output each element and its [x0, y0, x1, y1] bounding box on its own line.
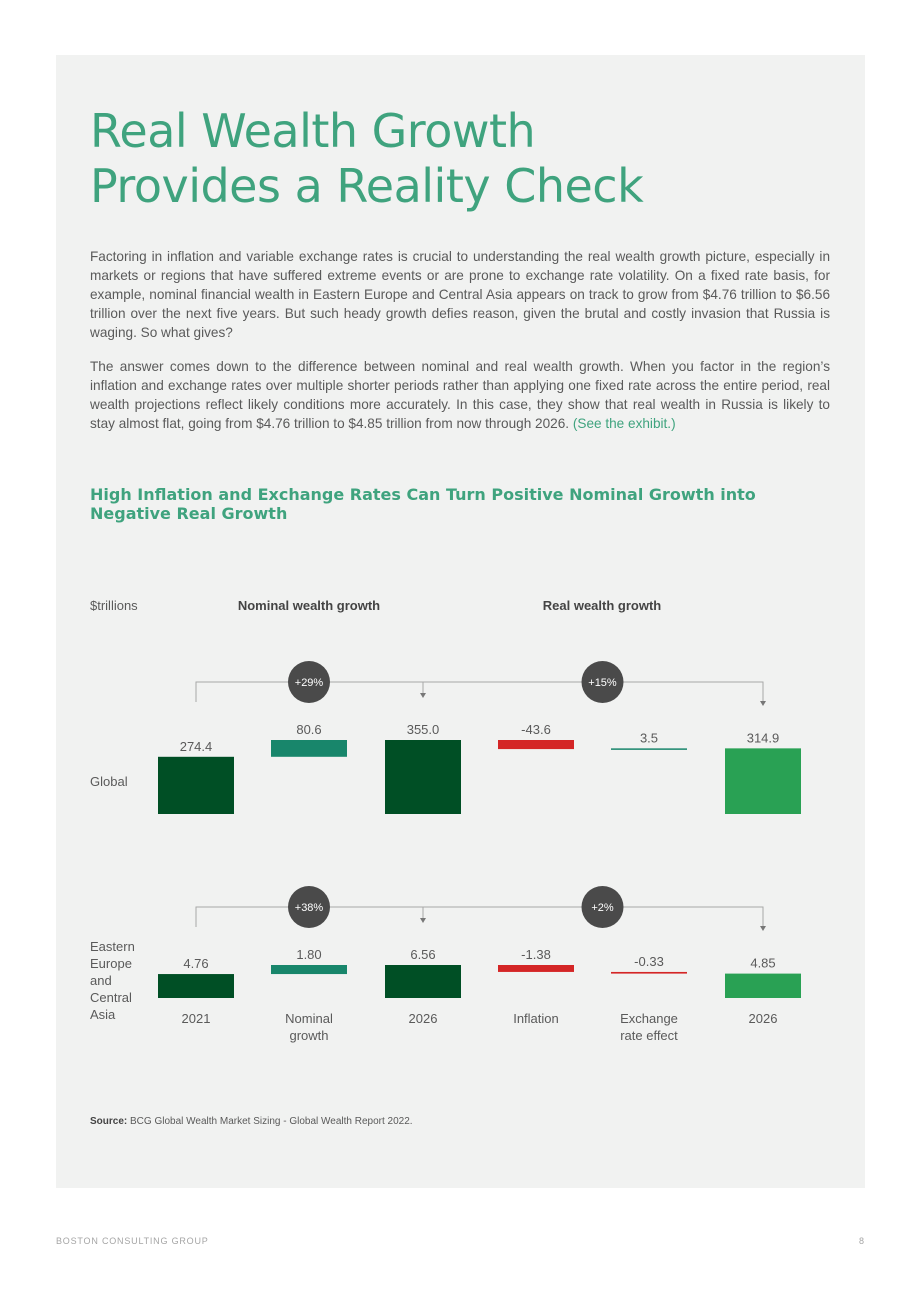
bar [271, 965, 347, 974]
data-label: 355.0 [406, 722, 440, 737]
chart-title-line-1: High Inflation and Exchange Rates Can Turn Positive Nominal Growth into [90, 485, 756, 504]
source-note [90, 1116, 413, 1127]
category-label: Exchange [620, 1011, 678, 1026]
source-label: Source: [90, 1116, 128, 1127]
row-label: Eastern [90, 939, 135, 954]
bar [725, 974, 801, 998]
arrow-down-icon [420, 918, 426, 923]
category-label: Nominal [285, 1011, 333, 1026]
data-label: -0.33 [634, 953, 664, 969]
growth-badge-label: +29% [294, 677, 324, 689]
arrow-down-icon [760, 701, 766, 706]
data-label: 4.85 [750, 955, 776, 971]
title-line-2: Provides a Reality Check [90, 159, 644, 213]
data-label: 6.56 [410, 947, 436, 962]
group-header-nominal: Nominal wealth growth [237, 598, 381, 613]
row-label: Global [90, 774, 128, 789]
bar [611, 748, 687, 750]
row-label: Europe [90, 956, 132, 971]
chart-title-line-2: Negative Real Growth [90, 504, 288, 523]
bar [158, 757, 234, 814]
row-label: and [90, 973, 112, 988]
category-label: 2021 [181, 1011, 211, 1026]
category-label: 2026 [408, 1011, 438, 1026]
bar [498, 740, 574, 749]
bar [385, 740, 461, 814]
bar [498, 965, 574, 972]
data-label: -43.6 [521, 722, 551, 737]
group-header-real: Real wealth growth [542, 598, 662, 613]
bar [158, 974, 234, 998]
data-label: 274.4 [179, 738, 213, 754]
row-label: Asia [90, 1007, 116, 1022]
footer-page-number: 8 [858, 1236, 864, 1246]
growth-badge-label: +15% [588, 677, 617, 689]
data-label: 3.5 [639, 730, 659, 746]
data-label: 314.9 [746, 730, 780, 746]
bar [271, 740, 347, 757]
source-text: BCG Global Wealth Market Sizing - Global Wealth Report 2022. [127, 1116, 413, 1127]
category-label: Inflation [513, 1011, 559, 1026]
answer-paragraph-text: The answer comes down to the difference between nominal and real wealth growth. When you factor in the region’s inflation and exchange rates over multiple shorter periods rather than applying one fixed rate across the entire period, real wealth projections reflect likely conditions more accurately. In this case, they show that real wealth in Russia is likely to stay almost flat, going from $4.76 trillion to $4.85 trillion from now through 2026. [90, 359, 830, 431]
arrow-down-icon [760, 926, 766, 931]
arrow-down-icon [420, 693, 426, 698]
category-label: growth [289, 1028, 329, 1043]
row-label: Central [90, 990, 132, 1005]
bar [611, 972, 687, 974]
footer-company: BOSTON CONSULTING GROUP [56, 1236, 209, 1246]
unit-label: $trillions [90, 598, 138, 613]
data-label: 80.6 [296, 722, 322, 737]
category-label: rate effect [620, 1028, 678, 1043]
category-label: 2026 [748, 1011, 778, 1026]
intro-paragraph-text: Factoring in inflation and variable exchange rates is crucial to understanding the real wealth growth picture, especially in markets or regions that have suffered extreme events or are prone to exchange rate volatility. On a fixed rate basis, for example, nominal financial wealth in Eastern Europe and Central Asia appears on track to grow from $4.76 trillion to $6.56 trillion over the next five years. But such heady growth defies reason, given the brutal and costly invasion that Russia is waging. So what gives? [90, 249, 830, 340]
growth-badge-label: +2% [591, 902, 614, 914]
data-label: 1.80 [296, 947, 322, 962]
bar [725, 748, 801, 814]
growth-badge-label: +38% [294, 902, 324, 914]
data-label: 4.76 [183, 956, 209, 972]
see-exhibit-link[interactable]: (See the exhibit.) [572, 416, 676, 431]
title-line-1: Real Wealth Growth [90, 104, 536, 158]
data-label: -1.38 [521, 947, 551, 962]
bar [385, 965, 461, 998]
